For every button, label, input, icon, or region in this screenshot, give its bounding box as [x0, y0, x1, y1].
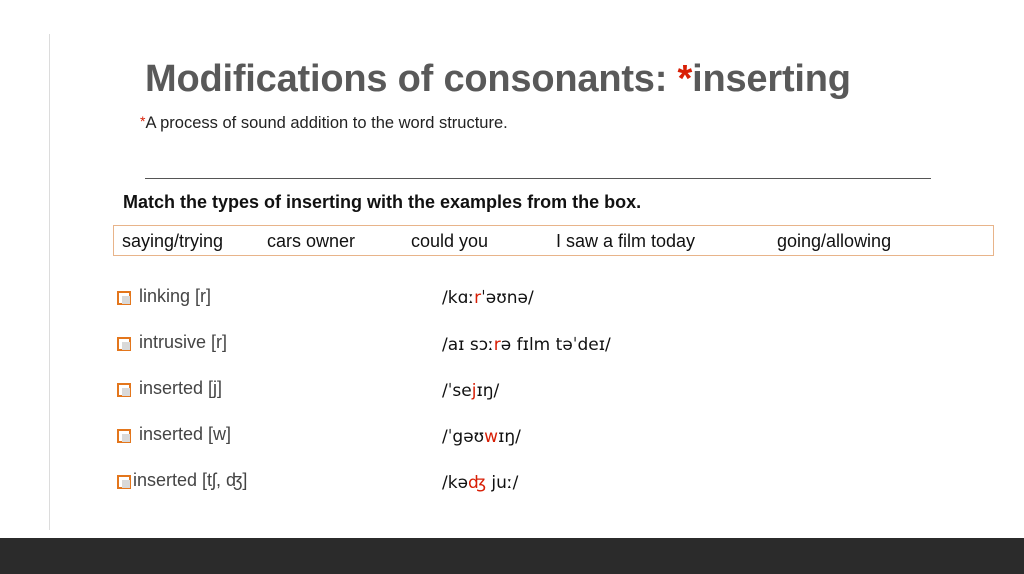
checkbox-bullet-icon	[117, 475, 131, 489]
box-item: cars owner	[267, 231, 356, 251]
slide-title	[145, 58, 851, 101]
title-tail: inserting	[692, 58, 851, 100]
box-item: I saw a film today	[556, 231, 696, 251]
box-item: going/allowing	[777, 231, 892, 251]
ipa-transcription: /ˈgəʊwɪŋ/	[442, 427, 521, 447]
ipa-transcription: /kəʤ juː/	[442, 473, 519, 493]
title-asterisk: *	[677, 58, 693, 100]
instruction-text: Match the types of inserting with the examples from the box.	[123, 192, 642, 212]
subtitle-asterisk: *	[140, 113, 146, 129]
type-label: inserted [w]	[139, 424, 232, 444]
examples-box	[113, 225, 994, 256]
box-item: saying/trying	[122, 231, 224, 251]
bottom-bar	[0, 538, 1024, 574]
box-item: could you	[411, 231, 489, 251]
title-main: Modifications of consonants:	[145, 58, 678, 100]
type-label: intrusive [r]	[139, 332, 228, 352]
checkbox-bullet-icon	[117, 291, 131, 305]
subtitle	[140, 114, 508, 133]
ipa-transcription: /ˈsejɪŋ/	[442, 381, 500, 401]
ipa-transcription: /aɪ sɔːrə fɪlm təˈdeɪ/	[442, 335, 611, 355]
checkbox-bullet-icon	[117, 383, 131, 397]
checkbox-bullet-icon	[117, 429, 131, 443]
type-label: inserted [j]	[139, 378, 223, 398]
horizontal-rule	[145, 178, 931, 179]
checkbox-bullet-icon	[117, 337, 131, 351]
subtitle-text: A process of sound addition to the word structure.	[145, 114, 508, 132]
type-label: inserted [tʃ, ʤ]	[133, 470, 248, 490]
type-label: linking [r]	[139, 286, 212, 306]
left-divider	[49, 34, 50, 530]
ipa-transcription: /kɑːrˈəʊnə/	[442, 288, 534, 308]
